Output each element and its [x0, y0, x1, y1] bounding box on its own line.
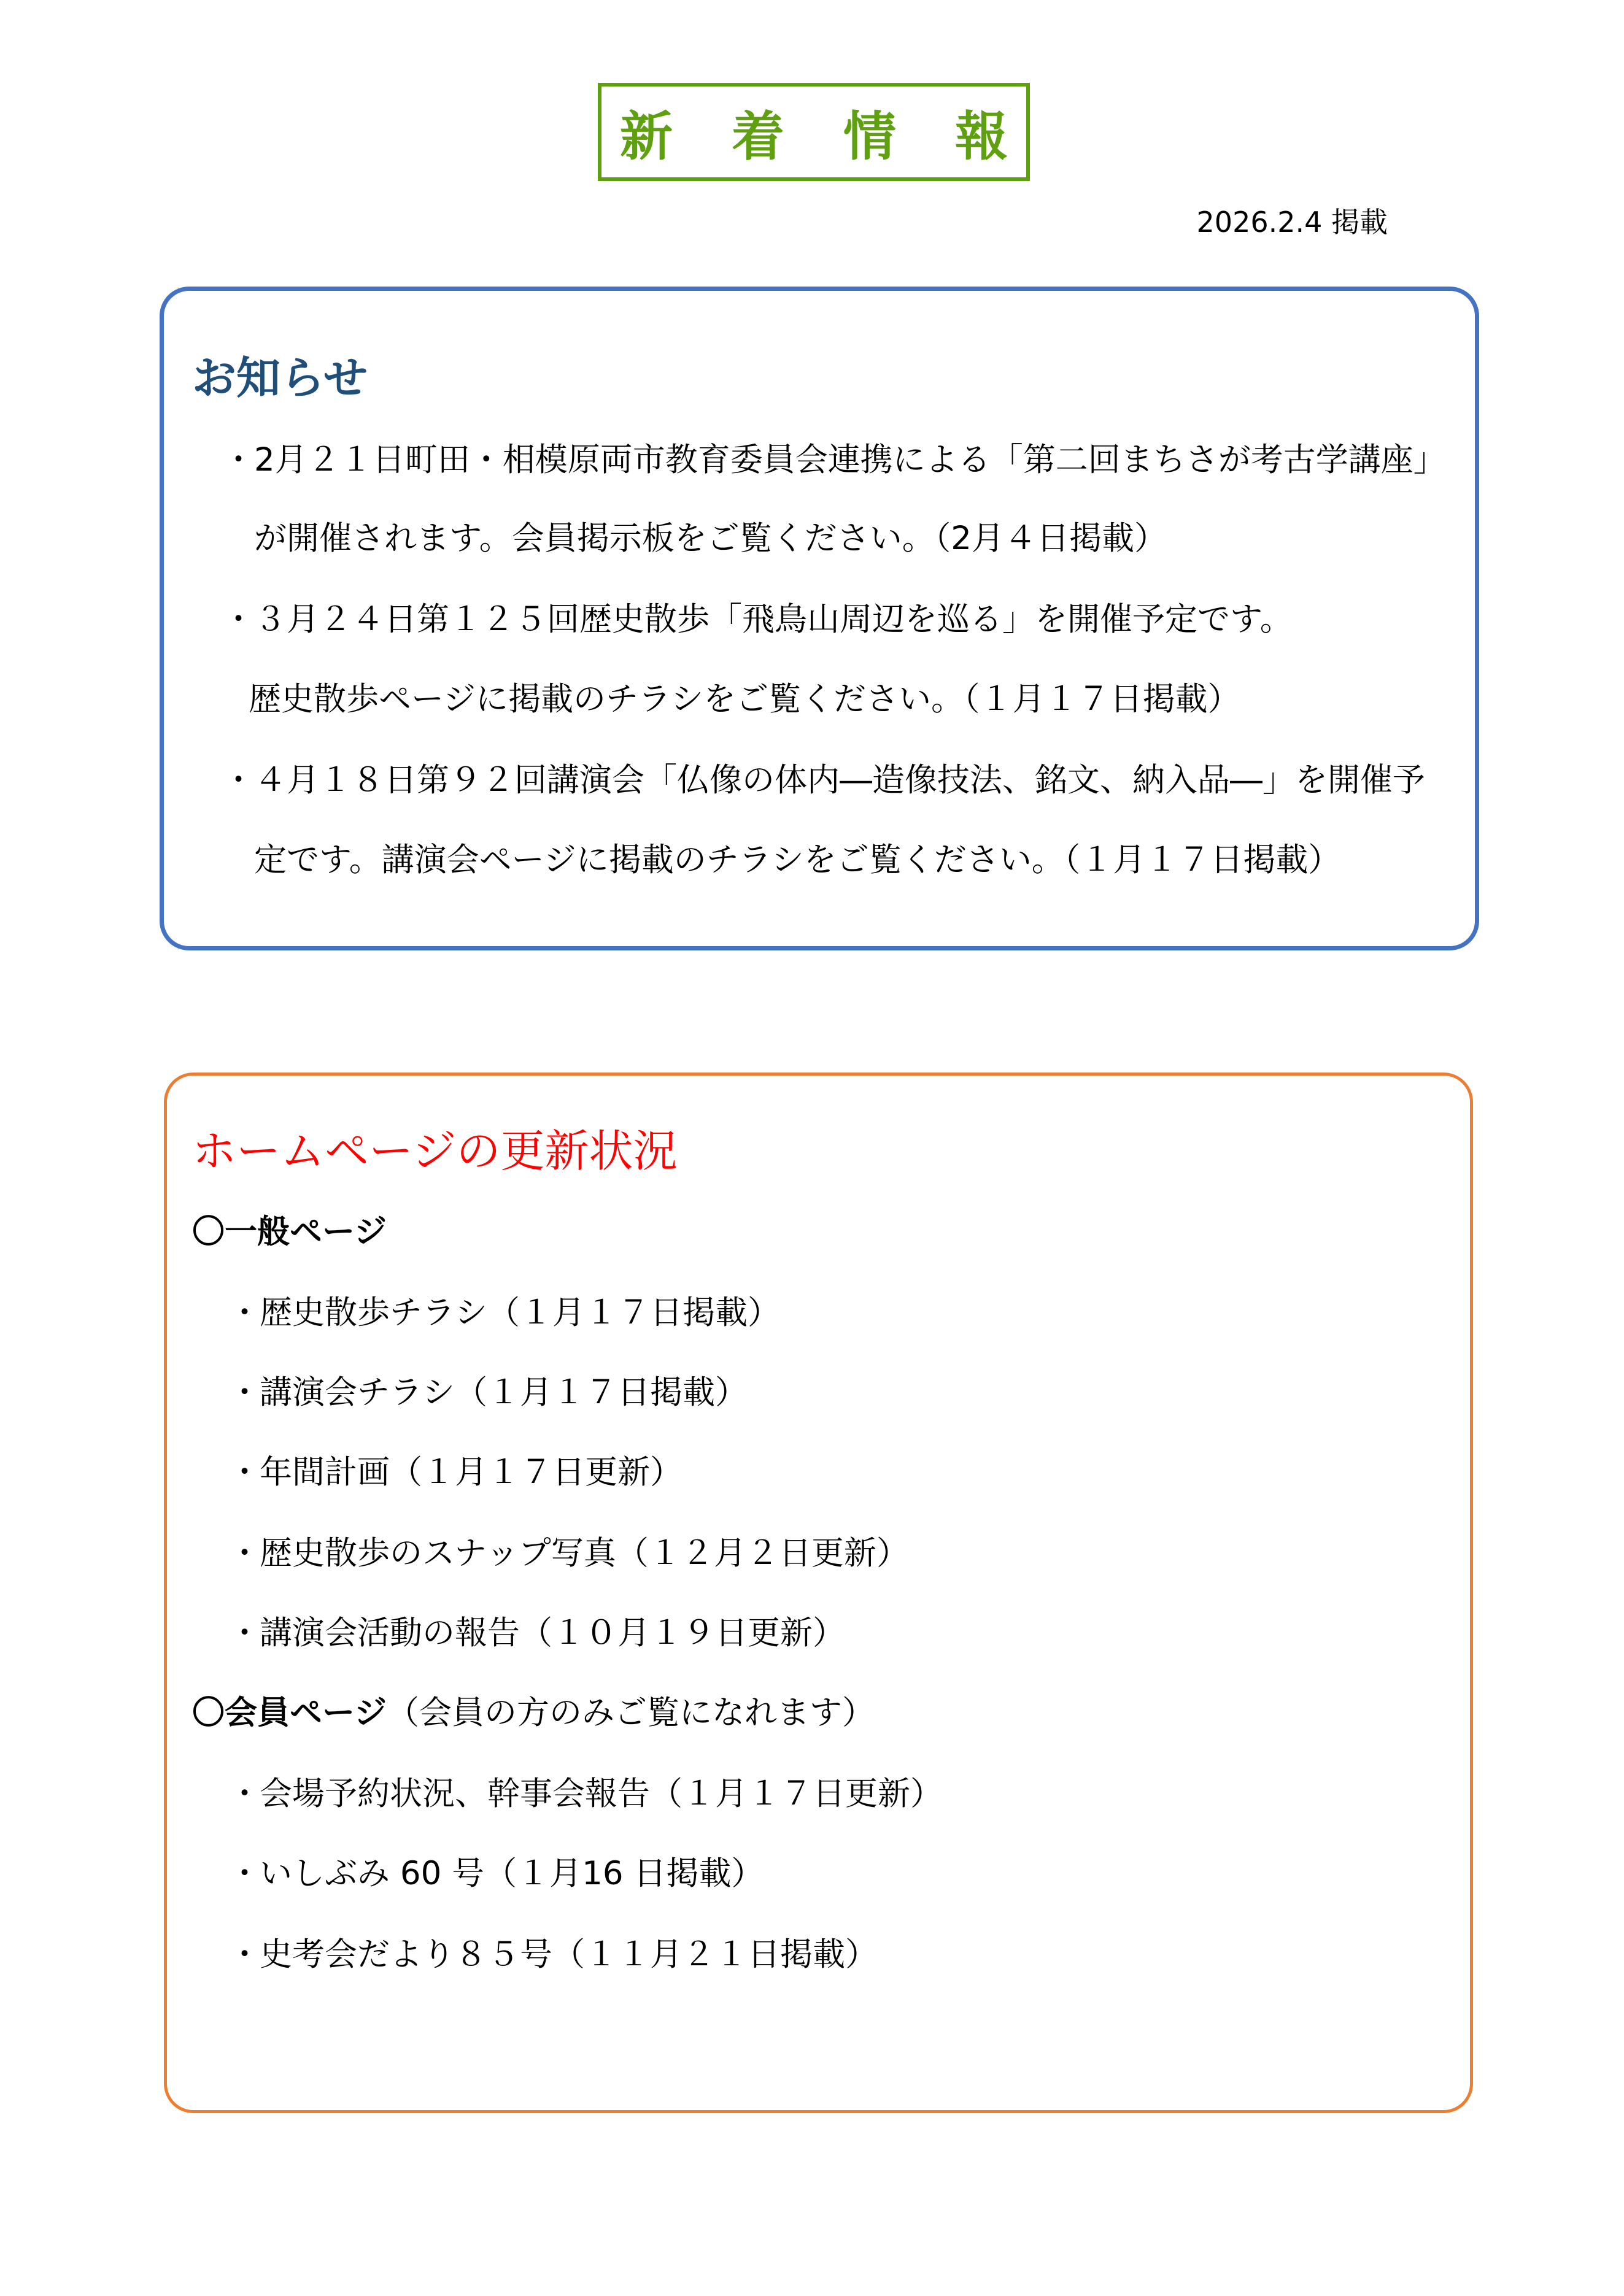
bullet: ・	[222, 441, 255, 479]
bullet: ・	[228, 1775, 261, 1813]
members-pages-row	[192, 1695, 875, 1732]
updates-heading: ホームページの更新状況	[192, 1125, 678, 1177]
bullet: ・	[222, 601, 255, 638]
members-pages-note: （会員の方のみご覧になれます）	[386, 1694, 875, 1732]
notice-item-1-line2: が開催されます。会員掲示板をご覧ください。（2月４日掲載）	[254, 520, 1167, 557]
page-title: 新着情報	[620, 106, 1067, 168]
update-item: 講演会活動の報告（１０月１９日更新）	[260, 1614, 845, 1652]
bullet: ・	[228, 1374, 261, 1411]
bullet: ・	[228, 1454, 261, 1491]
update-item: 講演会チラシ（１月１７日掲載）	[260, 1374, 748, 1411]
notice-item-1-line1: 2月２１日町田・相模原両市教育委員会連携による「第二回まちさが考古学講座」	[254, 441, 1446, 479]
notice-item-3-line2: 定です。講演会ページに掲載のチラシをご覧ください。（１月１７日掲載）	[254, 841, 1341, 879]
update-item: 会場予約状況、幹事会報告（１月１７日更新）	[260, 1775, 943, 1813]
bullet: ・	[222, 761, 255, 799]
update-item: 史考会だより８５号（１１月２１日掲載）	[260, 1936, 878, 1973]
notice-item-3-line1: ４月１８日第９２回講演会「仏像の体内―造像技法、銘文、納入品―」を開催予	[254, 761, 1425, 799]
notice-item-2-line2: 歴史散歩ページに掲載のチラシをご覧ください。（１月１７日掲載）	[249, 680, 1240, 718]
notice-item-2-line1: ３月２４日第１２５回歴史散歩「飛鳥山周辺を巡る」を開催予定です。	[254, 601, 1293, 638]
bullet: ・	[228, 1855, 261, 1892]
update-item: いしぶみ 60 号（１月16 日掲載）	[260, 1855, 764, 1892]
notice-heading: お知らせ	[192, 352, 368, 404]
update-item: 歴史散歩チラシ（１月１７日掲載）	[260, 1294, 780, 1331]
update-item: 年間計画（１月１７日更新）	[260, 1454, 682, 1491]
general-pages-label: 〇一般ページ	[192, 1213, 387, 1250]
page-title-box	[598, 83, 1067, 181]
bullet: ・	[228, 1535, 261, 1572]
bullet: ・	[228, 1294, 261, 1331]
posted-date: 2026.2.4 掲載	[1196, 206, 1388, 239]
members-pages-label: 〇会員ページ	[192, 1694, 387, 1732]
bullet: ・	[228, 1936, 261, 1973]
bullet: ・	[228, 1614, 261, 1652]
update-item: 歴史散歩のスナップ写真（１２月２日更新）	[260, 1535, 909, 1572]
